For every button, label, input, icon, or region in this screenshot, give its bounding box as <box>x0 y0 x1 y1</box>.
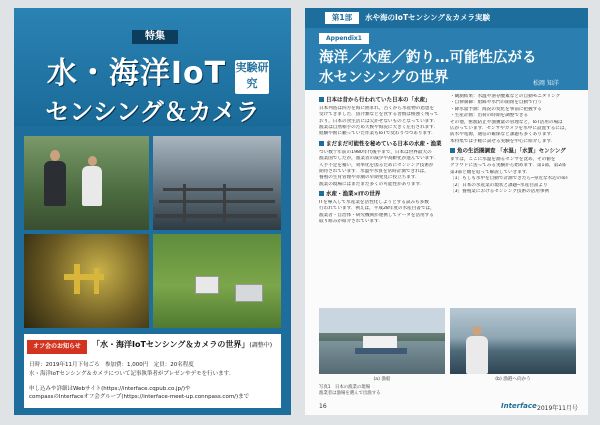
body-text-line: 受けてきました．魚介類などを食する習慣は根強く残って <box>319 112 439 118</box>
body-text-line: その他，密漁防止や漁獲量の管理など，IoT活用の場は <box>450 119 563 125</box>
photo-caption-b: (b) 漁港へ向かう <box>495 377 531 382</box>
article-column-left <box>319 94 447 226</box>
meetup-title: 「水・海洋IoTセンシング＆カメラの世界」(調整中) <box>92 340 273 349</box>
subheading: 水産・漁業×ITの世界 <box>319 191 447 198</box>
body-text-line: 漁業の現場にはまだまだ多くの可能性があります． <box>319 181 425 187</box>
meetup-badge: オフ会のお知らせ <box>27 340 87 354</box>
body-text-line: 人手不足を補い，効率化を図るためにセンシング技術が <box>319 162 434 168</box>
photo-boat-deck <box>450 308 576 374</box>
meetup-notice <box>24 334 281 408</box>
photo-field-device <box>153 234 281 328</box>
cover-photo-grid <box>24 136 281 328</box>
subheading: まだまだ可能性を秘めている日本の水産・漁業 <box>319 141 447 148</box>
body-text-line: 取り組みが紹介されています． <box>319 219 383 225</box>
body-text-line: ・自律制御：給餌や水門の開閉を自動で行う <box>450 100 542 106</box>
cover-title-line2: センシング＆カメラ <box>45 98 260 126</box>
cover-title-line1: 水・海洋IoT <box>46 56 227 91</box>
reference-item: ［2］日本の水産業の現状と課題─水産白書より <box>450 182 548 188</box>
body-text-line: 経験や勘に頼っていた作業もIoTで変わりつつあります． <box>319 131 436 137</box>
photo-underwater-robot <box>24 234 149 328</box>
body-text-line: 防水や電源，通信の確保など課題も多くあります． <box>450 132 556 138</box>
meetup-connpass-link[interactable]: compassのInterfaceオフ会グループ(https://interface-meet-up.connpass.com/)まで <box>29 394 250 400</box>
article-column-right <box>450 94 578 195</box>
body-text-line: 日本列島は四方を海に囲まれ，古くから水産物の恩恵を <box>319 105 435 111</box>
article-headline-line2: 水センシングの世界 <box>319 70 449 86</box>
photo-researchers <box>24 136 149 230</box>
article-headline-line1: 海洋／水産／釣り…可能性広がる <box>319 50 537 66</box>
body-text-line: 漁業国でしたが，漁業者の減少や高齢化が進んでいます． <box>319 156 439 162</box>
body-text-line: ・観測結果：水温や溶存酸素などの自動モニタリング <box>450 94 561 99</box>
photo-fishing-boat <box>319 308 445 374</box>
page-number: 16 <box>319 403 327 410</box>
body-text-line: ・生産計画：出荷の時期を調整できる <box>450 113 529 119</box>
body-text-line: 行われています．例えば，平成28年度の水産白書では， <box>319 206 435 212</box>
body-text-line: まずは，ここに水温を測るセンサを沈め，その値を <box>450 157 556 163</box>
subheading: 日本は昔から行われていた日本の「水産」 <box>319 97 447 104</box>
magazine-logo: Interface <box>501 402 537 410</box>
cover-page <box>14 8 291 415</box>
article-author: 松岡 知洋 <box>533 80 559 87</box>
body-text-line: 広がっています．センサやカメラを水中に設置するには， <box>450 125 570 131</box>
body-text-line: 養殖の生育管理や赤潮の早期発見に役立ちます． <box>319 175 420 181</box>
meetup-website-link[interactable]: 申し込みや詳細はWebサイト(https://interface.cqpub.co.jp/)や <box>29 386 191 392</box>
body-text-line: おり，日本の食生活には欠かせないものとなっています． <box>319 118 439 124</box>
appendix-tag: Appendix1 <box>319 33 369 44</box>
photo-caption-a: (a) 漁船 <box>373 377 391 382</box>
issue-date: 2019年11月号 <box>537 405 578 412</box>
page-footer <box>305 403 588 415</box>
body-text-line: 本特集では手軽に試せる実験を中心に紹介します． <box>450 138 556 144</box>
body-text-line: 第3部と順を追って解説していきます． <box>450 169 531 175</box>
meetup-description: 水・海洋IoTセンシング＆カメラについて記事執筆者がプレゼンやデモを行います. <box>29 371 231 377</box>
reference-item: ［3］養殖業におけるセンシング技術の活用事例 <box>450 188 550 194</box>
reference-item: ［1］もしも水中を自動で計測できたら─身近な水辺のIoT <box>450 176 569 182</box>
body-text-line: つい数十年前の1980年代後半まで，日本は世界最大の <box>319 149 432 155</box>
body-text-line: ITを導入して水産業を活性化しようとする試みも多数 <box>319 200 429 206</box>
article-page <box>305 8 588 415</box>
section-band <box>305 8 588 28</box>
body-text-line: ・降水量予測：海況の変化を事前に把握する <box>450 106 542 112</box>
section-title: 水や海のIoTセンシング＆カメラ実験 <box>365 13 491 22</box>
photo-fish-pen <box>153 136 281 230</box>
body-text-line: 漁業は自然相手のため天候や海況に大きく左右されます． <box>319 125 439 131</box>
experiment-tag: 実験研究 <box>235 60 269 94</box>
body-text-line: 期待されています．水温や水質を常時計測できれば， <box>319 168 429 174</box>
photo-note: 写真1 日本の漁業の現場 漁業者は漁場を選んで出漁する <box>319 385 381 396</box>
section-badge: 第1部 <box>325 12 359 24</box>
body-text-line: クラウドに送ってみる実験から始めます．第1部，第2部 <box>450 163 566 169</box>
body-text-line: 漁業者・自治体・研究機関が連携してデータを活用する <box>319 212 434 218</box>
article-header <box>305 28 588 90</box>
meetup-date-fee: 日時：2019年11月下旬ごろ 参加費：1,000円 定員：20名程度 <box>29 362 194 368</box>
subheading: 魚の生活圏調査 「水温」「水質」センシング <box>450 148 578 155</box>
feature-badge: 特集 <box>132 30 178 44</box>
